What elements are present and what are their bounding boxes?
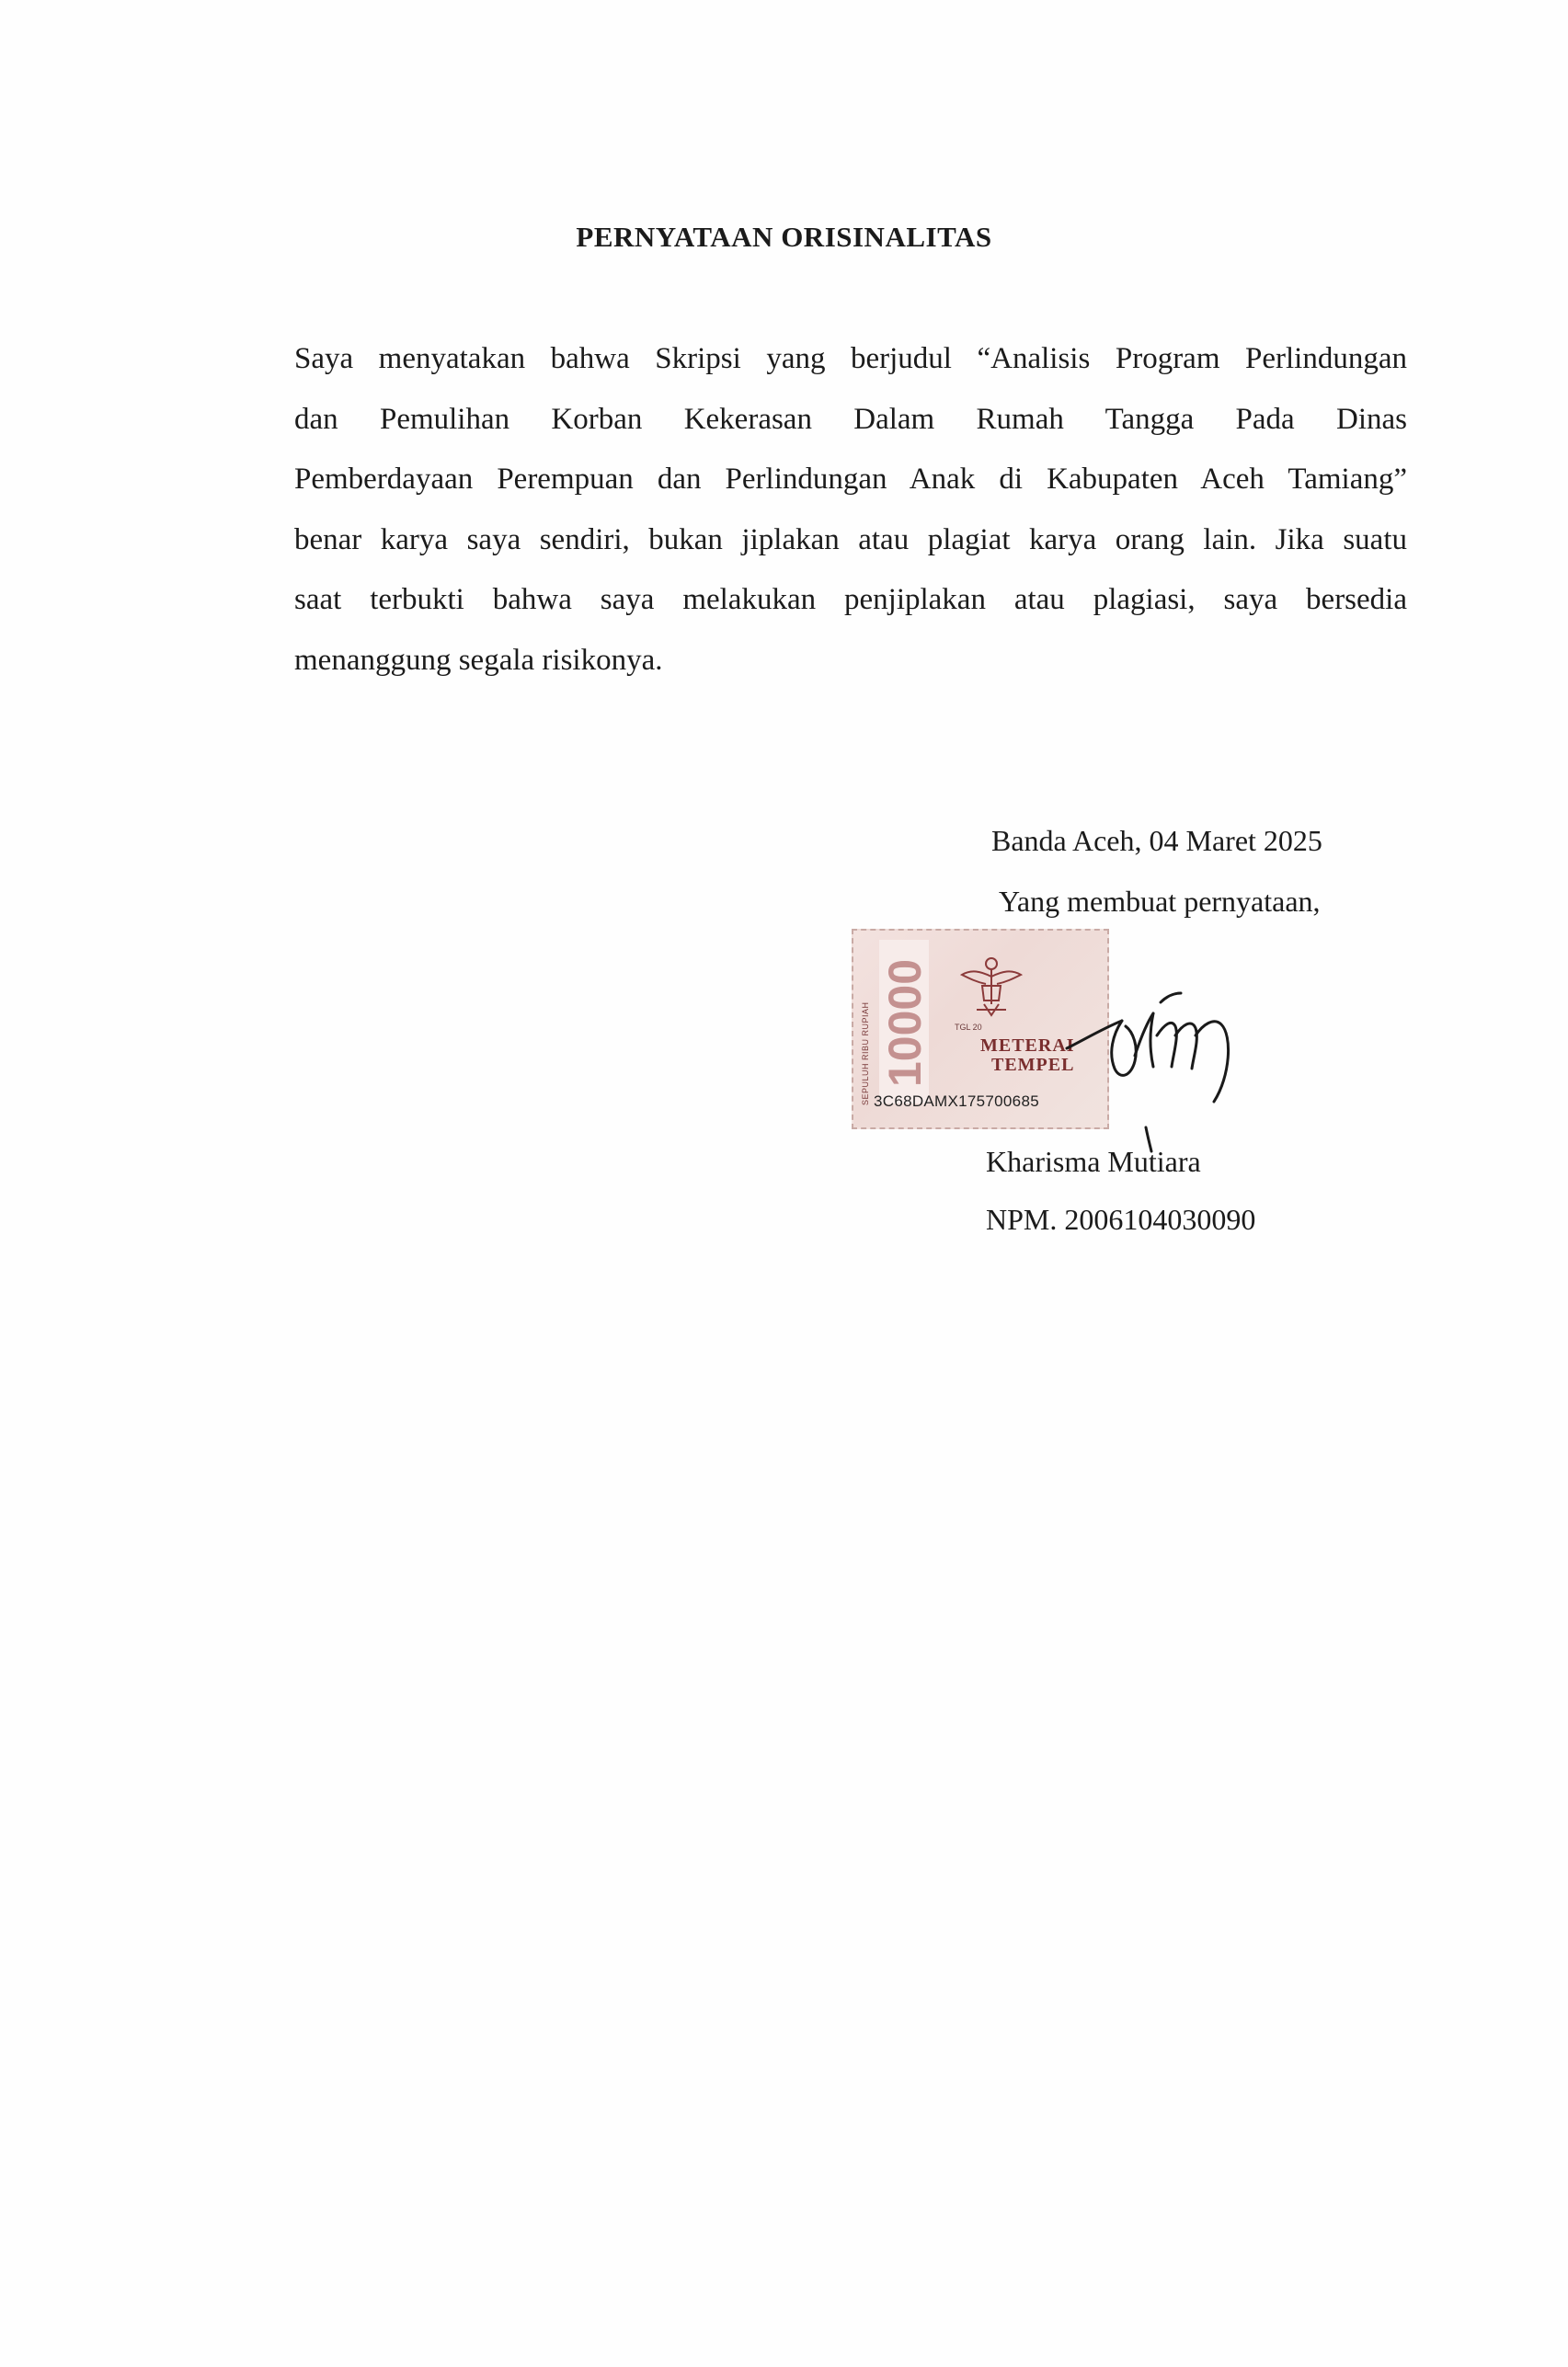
stamp-value-words: SEPULUH RIBU RUPIAH (861, 1001, 870, 1105)
paragraph-line: menanggung segala risikonya. (294, 643, 663, 677)
paragraph-line: benar karya saya sendiri, bukan jiplakan atau plagiat karya orang lain. Jika suatu (294, 522, 1407, 556)
paragraph-line: dan Pemulihan Korban Kekerasan Dalam Rumah Tangga Pada Dinas (294, 402, 1407, 436)
paragraph-line: saat terbukti bahwa saya melakukan penjiplakan atau plagiasi, saya bersedia (294, 583, 1407, 616)
paragraph-line: Saya menyatakan bahwa Skripsi yang berjudul “Analisis Program Perlindungan (294, 342, 1407, 375)
stamp-label: METERAI (980, 1035, 1075, 1056)
page-title: PERNYATAAN ORISINALITAS (576, 221, 992, 253)
paragraph-line: Pemberdayaan Perempuan dan Perlindungan Anak di Kabupaten Aceh Tamiang” (294, 463, 1407, 496)
signer-npm: NPM. 2006104030090 (986, 1203, 1256, 1236)
handwritten-signature-icon (1058, 947, 1260, 1159)
maker-label: Yang membuat pernyataan, (999, 885, 1321, 918)
stamp-date-marker: TGL 20 (955, 1023, 982, 1032)
stamp-serial: 3C68DAMX175700685 (874, 1092, 1039, 1110)
stamp-label: TEMPEL (991, 1055, 1075, 1075)
stamp-value: 10000 (879, 958, 931, 1087)
garuda-emblem-icon (955, 949, 1028, 1023)
statement-paragraph (294, 329, 1407, 691)
place-date: Banda Aceh, 04 Maret 2025 (991, 824, 1322, 857)
signer-name: Kharisma Mutiara (986, 1145, 1201, 1178)
